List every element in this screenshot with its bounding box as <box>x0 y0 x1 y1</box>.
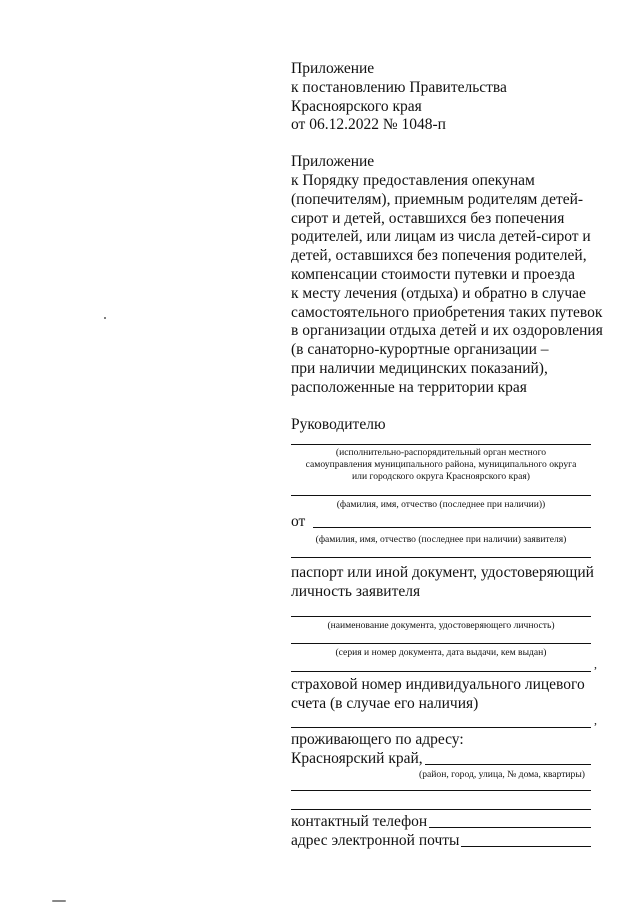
order-line: Приложение <box>291 153 375 171</box>
residence-label: проживающего по адресу: <box>291 731 464 749</box>
order-line: самостоятельного приобретения таких путевок <box>291 303 603 321</box>
comma: , <box>594 713 597 728</box>
snils-blank-line[interactable] <box>291 727 591 728</box>
scan-speck <box>52 900 66 902</box>
comma: , <box>594 656 597 671</box>
region-label: Красноярский край, <box>291 750 423 768</box>
doc-number-caption: (серия и номер документа, дата выдачи, кем выдан) <box>335 646 547 658</box>
doc-name-blank-line[interactable] <box>291 616 591 617</box>
passport-label: паспорт или иной документ, удостоверяющий личность заявителя <box>291 564 594 600</box>
header-line: Красноярского края <box>291 97 422 115</box>
doc-number-blank-line[interactable] <box>291 643 591 644</box>
region-row <box>291 750 591 769</box>
order-line: сирот и детей, оставшихся без попечения <box>291 209 565 227</box>
order-line: (в санаторно-курортные организации – <box>291 341 549 359</box>
appendix-header <box>291 60 591 135</box>
appendix-order <box>291 153 603 397</box>
header-line: от 06.12.2022 № 1048-п <box>291 116 446 134</box>
order-line: в организации отдыха детей и их оздоровления <box>291 322 603 340</box>
address-extra-line-2[interactable] <box>291 809 591 810</box>
from-label: от <box>291 513 306 531</box>
order-line: компенсации стоимости путевки и проезда <box>291 265 575 283</box>
phone-row <box>291 813 591 832</box>
order-line: при наличии медицинских показаний), <box>291 359 548 377</box>
address-caption: (район, город, улица, № дома, квартиры) <box>419 768 585 780</box>
doc-extra-blank-line[interactable] <box>291 671 591 672</box>
email-row <box>291 832 591 851</box>
header-line: к постановлению Правительства <box>291 78 507 96</box>
doc-extra-row <box>291 656 597 672</box>
application-form <box>291 415 597 851</box>
organ-blank-line[interactable] <box>291 444 591 445</box>
address-blank-line[interactable] <box>425 764 591 765</box>
phone-blank-line[interactable] <box>429 827 591 828</box>
snils-row <box>291 713 597 728</box>
applicant-name-blank-line[interactable] <box>313 527 591 528</box>
organ-caption: (исполнительно-распорядительный орган местного самоуправления муниципального района, муниципального округа или городского округа Красноярского края) <box>305 447 577 483</box>
order-line: к Порядку предоставления опекунам <box>291 171 535 189</box>
document-body <box>291 60 603 851</box>
snils-label: страховой номер индивидуального лицевого счета (в случае его наличия) <box>291 675 585 712</box>
applicant-name-caption: (фамилия, имя, отчество (последнее при наличии) заявителя) <box>315 534 567 546</box>
order-line: детей, оставшихся без попечения родителей, <box>291 247 587 265</box>
doc-name-caption: (наименование документа, удостоверяющего личность) <box>327 619 555 631</box>
email-label: адрес электронной почты <box>291 831 460 849</box>
address-extra-line-1[interactable] <box>291 790 591 791</box>
addressee-label: Руководителю <box>291 415 386 433</box>
scan-speck <box>104 317 106 319</box>
order-line: родителей, или лицам из числа детей-сирот и <box>291 228 591 246</box>
applicant-extra-blank-line[interactable] <box>291 557 591 558</box>
head-name-caption: (фамилия, имя, отчество (последнее при наличии)) <box>336 499 546 511</box>
order-line: к месту лечения (отдыха) и обратно в случае <box>291 284 586 302</box>
order-line: расположенные на территории края <box>291 378 527 396</box>
head-name-blank-line[interactable] <box>291 495 591 496</box>
from-row <box>291 513 591 532</box>
header-line: Приложение <box>291 60 375 77</box>
email-blank-line[interactable] <box>461 846 591 847</box>
order-line: (попечителям), приемным родителям детей- <box>291 190 584 208</box>
phone-label: контактный телефон <box>291 812 428 830</box>
